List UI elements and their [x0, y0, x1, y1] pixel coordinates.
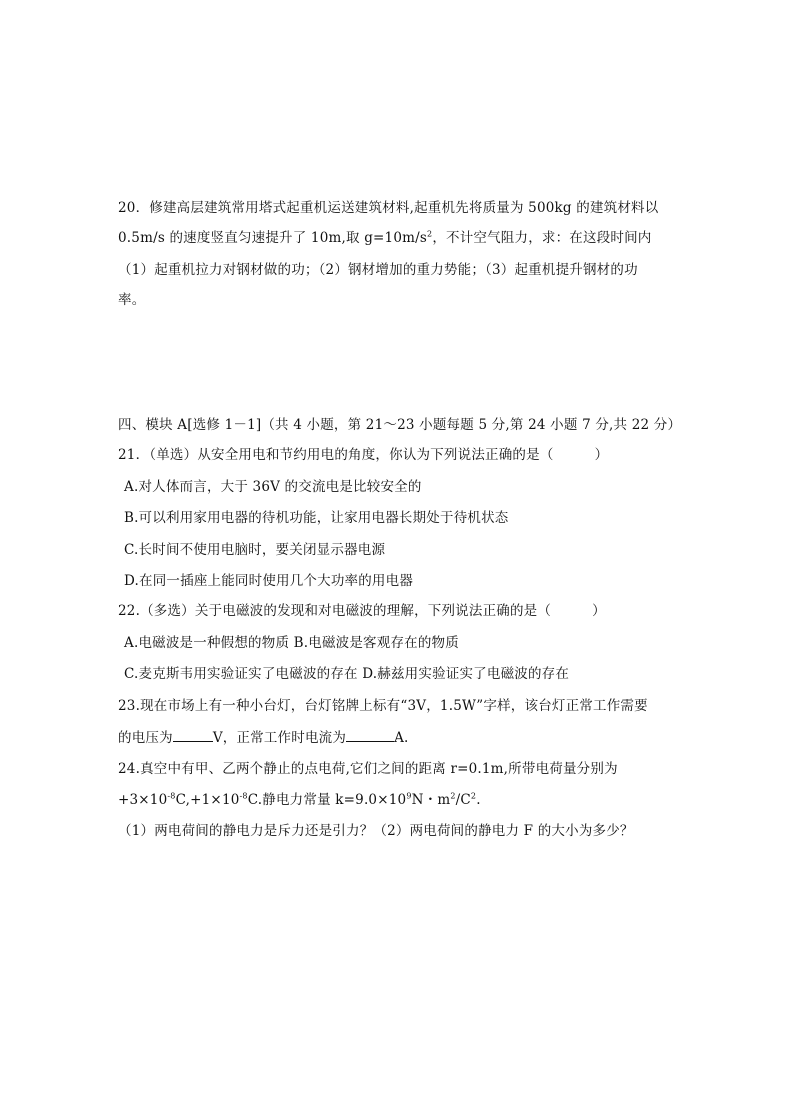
q23-line-1: 23.现在市场上有一种小台灯，台灯铭牌上标有“3V，1.5W”字样，该台灯正常工作需要 [118, 698, 648, 714]
q21-option-c: C.长时间不使用电脑时，要关闭显示器电源 [124, 542, 386, 558]
q24-exp-2: -8 [239, 791, 248, 801]
q23-voltage-blank[interactable] [173, 727, 213, 742]
q24-charge-1: +3×10 [118, 792, 168, 808]
q24-exp-4: 2 [450, 791, 456, 801]
q24-unit-2: /C [455, 792, 471, 808]
q20-line-2-tail: ，不计空气阻力，求：在这段时间内 [432, 230, 652, 246]
q23-text-c: A. [394, 730, 409, 746]
q20-line-2-text: 0.5m/s 的速度竖直匀速提升了 10m,取 g=10m/s [118, 230, 428, 246]
q24-unit-1: N・m [411, 792, 451, 808]
section-4-title: 四、模块 A[选修 1－1]（共 4 小题，第 21～23 小题每题 5 分,第 24 小题 7 分,共 22 分） [118, 417, 682, 433]
q24-line-2 [118, 790, 481, 810]
q21-stem: 21．（单选）从安全用电和节约用电的角度，你认为下列说法正确的是（ ） [118, 447, 609, 463]
q21-option-d: D.在同一插座上能同时使用几个大功率的用电器 [124, 573, 414, 589]
q20-exponent: 2 [427, 229, 433, 239]
q23-current-blank[interactable] [346, 727, 394, 742]
q20-line-4: 率。 [118, 292, 146, 308]
q22-stem: 22.（多选）关于电磁波的发现和对电磁波的理解，下列说法正确的是（ ） [118, 603, 606, 619]
q24-line-3: （1）两电荷间的静电力是斥力还是引力？（2）两电荷间的静电力 F 的大小为多少？ [118, 823, 634, 839]
q24-period: . [476, 792, 481, 808]
q22-options-cd: C.麦克斯韦用实验证实了电磁波的存在 D.赫兹用实验证实了电磁波的存在 [124, 666, 570, 682]
q24-exp-3: 9 [406, 791, 412, 801]
q24-exp-5: 2 [470, 791, 477, 801]
q24-exp-1: -8 [167, 791, 176, 801]
q23-line-2 [118, 727, 409, 748]
q20-line-3: （1）起重机拉力对钢材做的功；（2）钢材增加的重力势能；（3）起重机提升钢材的功 [118, 262, 638, 278]
q20-line-1: 20．修建高层建筑常用塔式起重机运送建筑材料,起重机先将质量为 500kg 的建筑材料以 [118, 200, 659, 216]
q21-option-b: B.可以利用家用电器的待机功能，让家用电器长期处于待机状态 [124, 510, 509, 526]
q21-option-a: A.对人体而言，大于 36V 的交流电是比较安全的 [124, 479, 422, 495]
q24-constant: C.静电力常量 k=9.0×10 [247, 792, 407, 808]
q22-options-ab: A.电磁波是一种假想的物质 B.电磁波是客观存在的物质 [124, 635, 459, 651]
q23-text-a: 的电压为 [118, 730, 173, 746]
q23-text-b: V，正常工作时电流为 [212, 730, 347, 746]
q20-line-2 [118, 228, 652, 248]
q24-charge-2: C,+1×10 [175, 792, 240, 808]
q24-line-1: 24.真空中有甲、乙两个静止的点电荷,它们之间的距离 r=0.1m,所带电荷量分别为 [118, 761, 618, 777]
